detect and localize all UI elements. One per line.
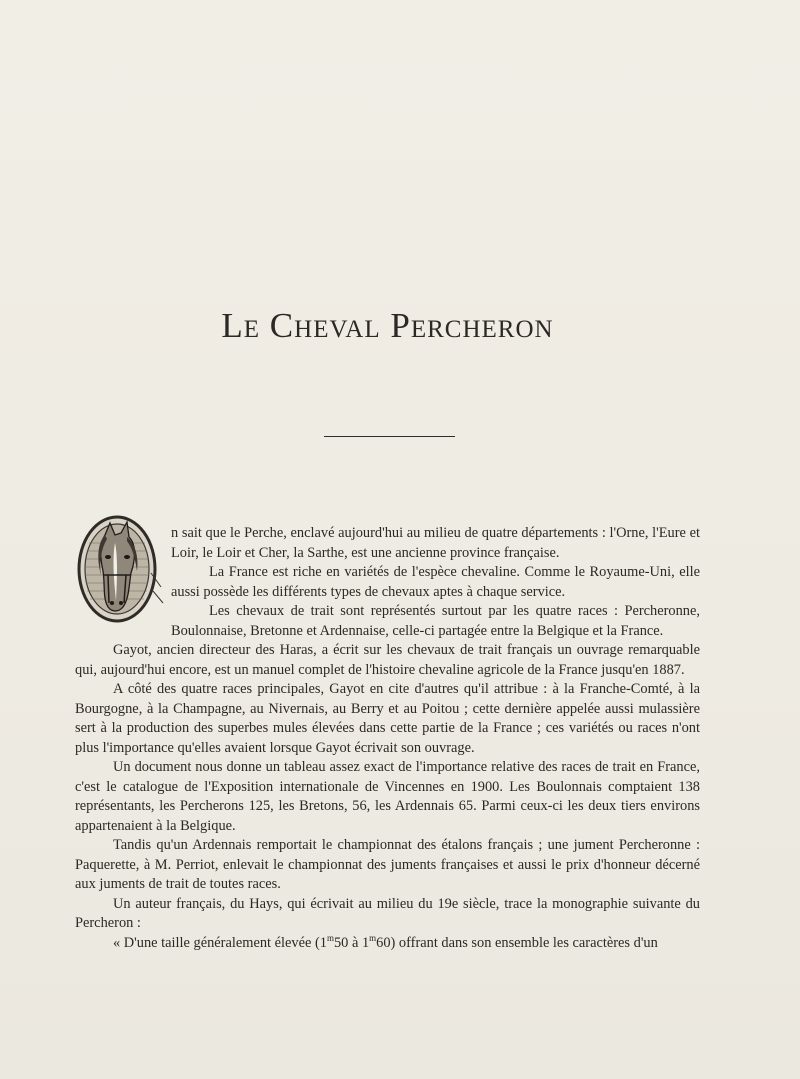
paragraph-3: Les chevaux de trait sont représentés surtout par les quatre races : Percheronne, Boulonnaise, Bretonne et Ardennaise, celle-ci partagée entre la Belgique et la France. <box>171 603 700 639</box>
paragraph-6: Un document nous donne un tableau assez exact de l'importance relative des races de trait en France, c'est le catalogue de l'Exposition internationale de Vincennes en 1900. Les Boulonnais comptaient 138 représentants, les Percherons 125, les Bretons, 56, les Ardennais 65. Parmi ceux-ci les deux tiers environs appartenaient à la Belgique. <box>75 759 700 834</box>
page-title: Le Cheval Percheron <box>221 306 554 345</box>
paragraph-8: Un auteur français, du Hays, qui écrivait au milieu du 19e siècle, trace la monographie suivante du Percheron : <box>75 895 700 931</box>
unit-superscript: m <box>326 932 334 943</box>
paragraph-2: La France est riche en variétés de l'espèce chevaline. Comme le Royaume-Uni, elle aussi possède les différents types de chevaux aptes à chaque service. <box>171 564 700 600</box>
paragraph-4: Gayot, ancien directeur des Haras, a écrit sur les chevaux de trait français un ouvrage remarquable qui, aujourd'hui encore, est un manuel complet de l'histoire chevaline agricole de la France jusqu'en 1887. <box>75 642 700 678</box>
quote-text-end: 60) offrant dans son ensemble les caractères d'un <box>376 934 658 951</box>
title-divider <box>324 436 455 437</box>
article-body <box>75 524 700 953</box>
quote-text-middle: 50 à 1 <box>333 934 370 951</box>
paragraph-9-quote <box>75 934 700 954</box>
quote-text-start: « D'une taille généralement élevée (1 <box>113 934 327 951</box>
paragraph-1: n sait que le Perche, enclavé aujourd'hui au milieu de quatre départements : l'Orne, l'Eure et Loir, le Loir et Cher, la Sarthe, est une ancienne province française. <box>171 525 700 561</box>
paragraph-5: A côté des quatre races principales, Gayot en cite d'autres qu'il attribue : à la Franche-Comté, à la Bourgogne, à la Champagne, au Nivernais, au Berry et au Poitou ; cette dernière appelée aussi mulassière sert à la production des superbes mules élevées dans cette partie de la France ; ces variétés ou races n'ont plus l'importance qu'elles avaient lorsque Gayot écrivait son ouvrage. <box>75 681 700 756</box>
paragraph-7: Tandis qu'un Ardennais remportait le championnat des étalons français ; une jument Percheronne : Paquerette, à M. Perriot, enlevait le championnat des juments françaises et aussi le prix d'honneur décerné aux juments de trait de toutes races. <box>75 837 700 892</box>
ornamental-drop-cap-horse-icon <box>75 513 165 623</box>
unit-superscript: m <box>369 932 377 943</box>
